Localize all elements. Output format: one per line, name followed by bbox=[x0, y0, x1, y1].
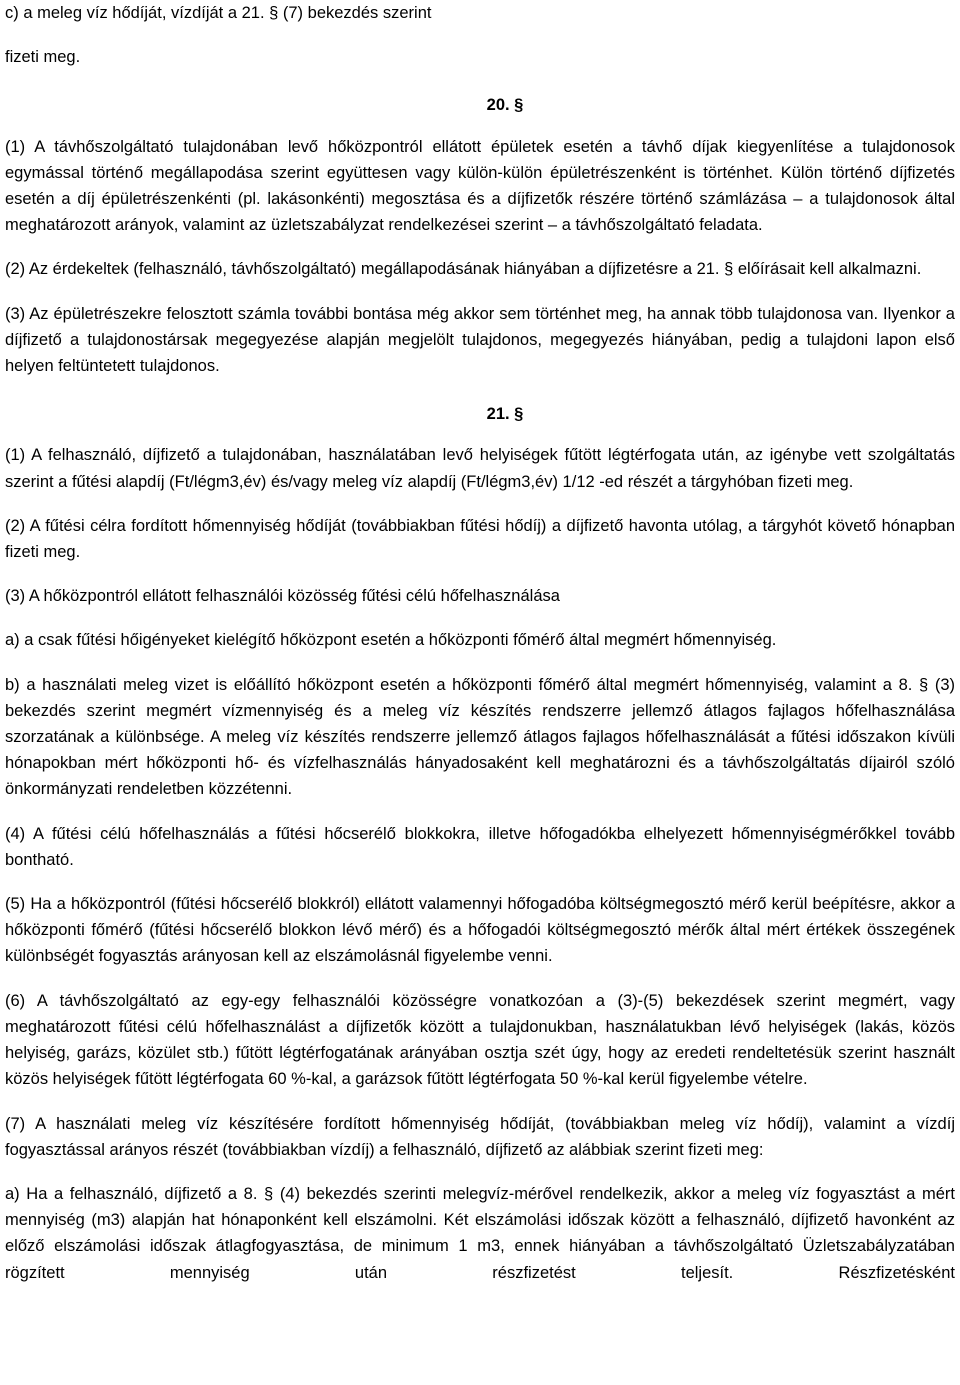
paragraph-21-1: (1) A felhasználó, díjfizető a tulajdonában, használatában levő helyiségek fűtött légtérfogata után, az igénybe vett szolgáltatás szerint a fűtési alapdíj (Ft/légm3,év) és/vagy meleg víz alapdíj (Ft/légm3,év) 1/12 -ed részét a tárgyhóban fizeti meg. bbox=[5, 446, 955, 491]
paragraph-21-5: (5) Ha a hőközpontról (fűtési hőcserélő blokkról) ellátott valamennyi hőfogadóba költségmegosztó mérő kerül beépítésre, akkor a hőközponti főmérő (fűtési hőcserélő blokkon lévő mérő) és a hőfogadói költségmegosztó mérők által mért értékek összegének különbségét fogyasztás arányosan kell az elszámolásnál figyelembe venni. bbox=[5, 895, 955, 966]
document-page bbox=[5, 0, 955, 1286]
paragraph-20-2: (2) Az érdekeltek (felhasználó, távhőszolgáltató) megállapodásának hiányában a díjfizetésre a 21. § előírásait kell alkalmazni. bbox=[5, 260, 922, 279]
paragraph-21-7-a: a) Ha a felhasználó, díjfizető a 8. § (4) bekezdés szerinti melegvíz-mérővel rendelkezik, akkor a meleg víz fogyasztást a mért mennyiség (m3) alapján hat hónaponként kell elszámolni. Két elszámolási időszak között a felhasználó, díjfizető havonként az előző elszámolási időszak átlagfogyasztása, de minimum 1 m3, ennek hiányában a távhőszolgáltató Üzletszabályzatában rögzített mennyiség után részfizetést teljesít. Részfizetésként bbox=[5, 1184, 955, 1282]
paragraph-21-6: (6) A távhőszolgáltató az egy-egy felhasználói közösségre vonatkozóan a (3)-(5) bekezdések szerint megmért, vagy meghatározott fűtési célú hőfelhasználást a díjfizetők között a tulajdonukban, használatukban lévő helyiségek (lakás, közös helyiség, garázs, közület stb.) fűtött légtérfogatának arányában osztja szét úgy, hogy az eredeti rendeltetésük szerint használt közös helyiségek fűtött légtérfogata 60 %-kal, a garázsok fűtött légtérfogata 50 %-kal kerül figyelembe vételre. bbox=[5, 991, 955, 1089]
paragraph-21-2: (2) A fűtési célra fordított hőmennyiség hődíját (továbbiakban fűtési hődíj) a díjfizető havonta utólag, a tárgyhót követő hónapban fizeti meg. bbox=[5, 516, 955, 562]
paragraph-21-3-b: b) a használati meleg vizet is előállító hőközpont esetén a hőközponti főmérő által megmért hőmennyiség, valamint a 8. § (3) bekezdés szerint megmért vízmennyiség és a meleg víz készítés rendszerre jellemző átlagos fajlagos hőfelhasználása szorzatának a különbsége. A meleg víz készítés rendszerre jellemző átlagos fajlagos hőfelhasználását a fűtési időszakon kívüli hónapokban mért hőközponti hő- és vízfelhasználás hányadosaként kell meghatározni és a távhőszolgáltatás díjairól szóló önkormányzati rendeletben közzétenni. bbox=[5, 675, 955, 799]
paragraph-21-3-a: a) a csak fűtési hőigényeket kielégítő hőközpont esetén a hőközponti főmérő által megmért hőmennyiség. bbox=[5, 631, 777, 650]
paragraph-20-1: (1) A távhőszolgáltató tulajdonában levő hőközpontról ellátott épületek esetén a távhő díjak kiegyenlítése a tulajdonosok egymással történő megállapodása szerint együttesen vagy külön-külön épületrészenként is történhet. Külön történő díjfizetés esetén a díj épületrészenkénti (pl. lakásonkénti) megosztása és a díjfizetők részére történő számlázása – a tulajdonosok által meghatározott arányok, valamint az üzletszabályzat rendelkezései szerint – a távhőszolgáltató feladata. bbox=[5, 137, 955, 235]
paragraph-21-7: (7) A használati meleg víz készítésére fordított hőmennyiség hődíját, (továbbiakban meleg víz hődíj), valamint a vízdíj fogyasztással arányos részét (továbbiakban vízdíj) a felhasználó, díjfizető az alábbiak szerint fizeti meg: bbox=[5, 1114, 955, 1159]
section-heading-20: 20. § bbox=[486, 96, 524, 115]
paragraph-20-3: (3) Az épületrészekre felosztott számla további bontása még akkor sem történhet meg, ha annak több tulajdonosa van. Ilyenkor a díjfizető a tulajdonostársak megegyezése alapján megjelölt tulajdonos, megegyezés hiányában, pedig a tulajdoni lapon első helyen feltüntetett tulajdonos. bbox=[5, 304, 955, 376]
paragraph-21-3: (3) A hőközpontról ellátott felhasználói közösség fűtési célú hőfelhasználása bbox=[5, 587, 560, 606]
section-heading-21: 21. § bbox=[486, 405, 524, 424]
paragraph-21-7-c: c) a meleg víz hődíját, vízdíját a 21. § (7) bekezdés szerint bbox=[5, 4, 432, 22]
paragraph-21-4: (4) A fűtési célú hőfelhasználás a fűtési hőcserélő blokkokra, illetve hőfogadókba elhelyezett hőmennyiségmérőkkel tovább bontható. bbox=[5, 824, 955, 869]
paragraph-fizeti-meg: fizeti meg. bbox=[5, 48, 81, 67]
